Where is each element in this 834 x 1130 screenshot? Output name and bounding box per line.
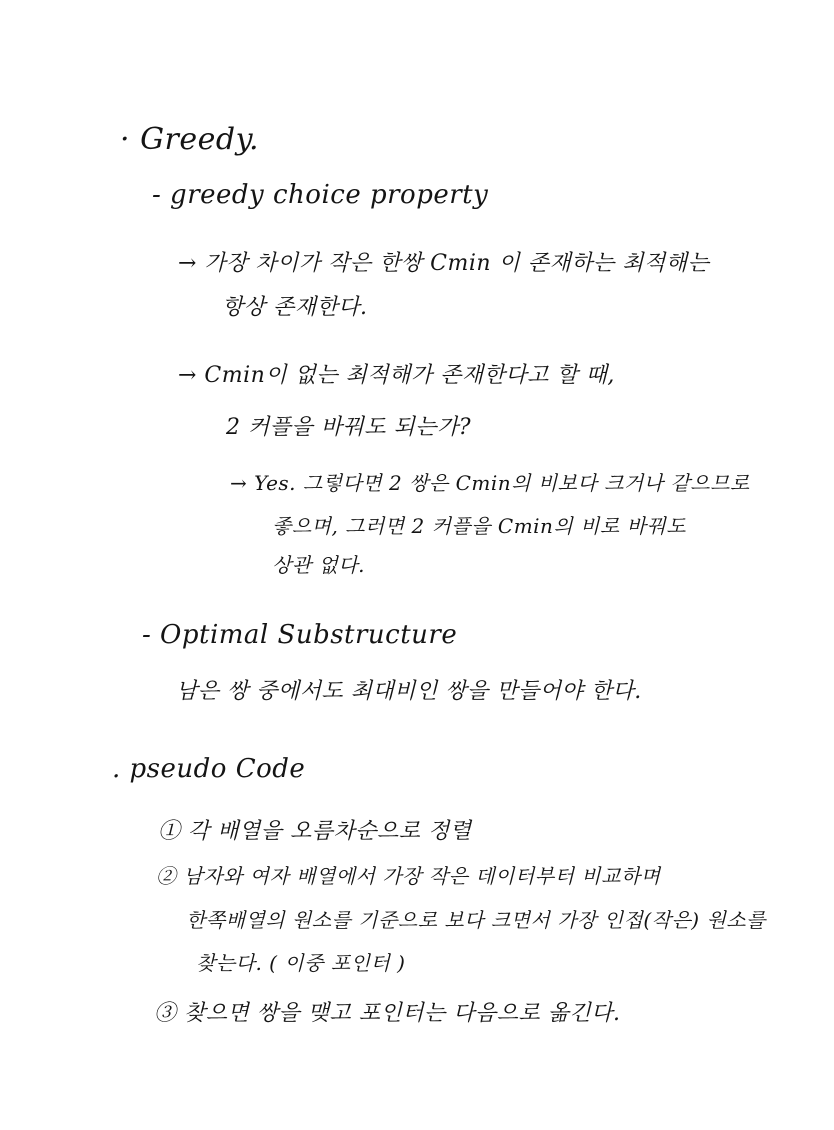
step2-line3: 찾는다. ( 이중 포인터 ) — [196, 951, 406, 975]
step1: ① 각 배열을 오름차순으로 정렬 — [158, 819, 472, 844]
greedy-heading: · Greedy. — [120, 122, 260, 157]
choice-property-heading: - greedy choice property — [152, 180, 489, 210]
point2-line2: 2 커플을 바꿔도 되는가? — [226, 415, 472, 440]
step3: ③ 찾으면 쌍을 맺고 포인터는 다음으로 옮긴다. — [154, 1001, 621, 1026]
optimal-substructure-heading: - Optimal Substructure — [142, 620, 458, 650]
pseudo-code-heading: . pseudo Code — [112, 754, 306, 784]
point2-line1: → Cmin이 없는 최적해가 존재한다고 할 때, — [178, 363, 615, 388]
point1-line2: 항상 존재한다. — [222, 295, 368, 320]
step2-line2: 한쪽배열의 원소를 기준으로 보다 크면서 가장 인접(작은) 원소를 — [186, 908, 766, 932]
optimal-substructure-text: 남은 쌍 중에서도 최대비인 쌍을 만들어야 한다. — [176, 679, 642, 704]
point1-line1: → 가장 차이가 작은 한쌍 Cmin 이 존재하는 최적해는 — [178, 251, 710, 276]
point3-line2: 좋으며, 그러면 2 커플을 Cmin의 비로 바꿔도 — [272, 514, 687, 538]
point3-line1: → Yes. 그렇다면 2 쌍은 Cmin의 비보다 크거나 같으므로 — [230, 471, 750, 495]
step2-line1: ② 남자와 여자 배열에서 가장 작은 데이터부터 비교하며 — [156, 864, 661, 888]
point3-line3: 상관 없다. — [272, 553, 365, 577]
